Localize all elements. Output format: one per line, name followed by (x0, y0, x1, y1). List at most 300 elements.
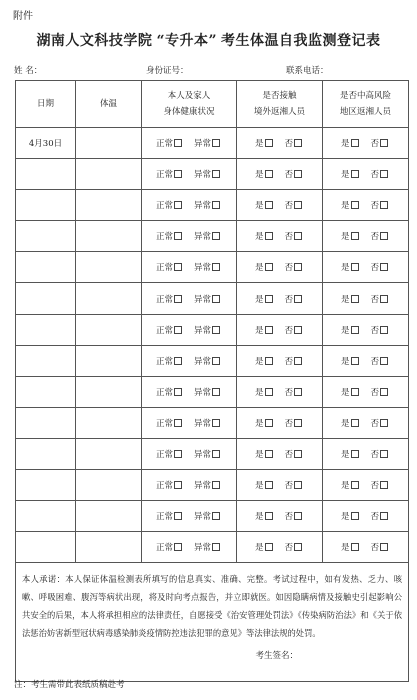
no-checkbox[interactable] (294, 201, 302, 209)
abnormal-checkbox[interactable] (212, 139, 220, 147)
table-row (16, 438, 409, 469)
no-option[interactable] (285, 139, 305, 149)
no-option[interactable] (285, 232, 305, 242)
normal-checkbox[interactable] (174, 388, 182, 396)
yes-checkbox[interactable] (265, 201, 273, 209)
risk-area-cell (323, 190, 409, 221)
date-cell[interactable] (16, 532, 76, 563)
yes-checkbox[interactable] (265, 232, 273, 240)
overseas-contact-cell (237, 159, 323, 190)
pledge-text: 本人承诺：本人保证体温检测表所填写的信息真实、准确、完整。考试过程中，如有发热、乏力、咳嗽、呼吸困难、腹泻等病状出现，将及时向考点报告，并立即就医。如因隐瞒病情及接触史引起影响公共安全的后果，本人将承担相应的法律责任，自愿接受《治安管理处罚法》《传染病防治法》和《关于依法惩治妨害新型冠状病毒感染肺炎疫情防控违法犯罪的意见》等法律法规的处罚。 (22, 574, 402, 639)
temperature-cell[interactable] (76, 407, 142, 438)
yes-label: 是 (254, 512, 264, 523)
yes-checkbox[interactable] (351, 295, 359, 303)
yes-label: 是 (254, 543, 264, 554)
yes-option[interactable] (341, 357, 361, 367)
yes-option[interactable] (255, 295, 275, 305)
temperature-cell[interactable] (76, 221, 142, 252)
no-checkbox[interactable] (294, 263, 302, 271)
yes-checkbox[interactable] (265, 170, 273, 178)
date-cell[interactable] (16, 190, 76, 221)
no-checkbox[interactable] (294, 450, 302, 458)
normal-checkbox[interactable] (174, 450, 182, 458)
yes-checkbox[interactable] (265, 512, 273, 520)
table-header-row (16, 81, 409, 128)
no-checkbox[interactable] (294, 543, 302, 551)
info-line (14, 64, 409, 78)
header-temperature: 体温 (76, 81, 142, 128)
no-label: 否 (370, 232, 380, 243)
abnormal-checkbox[interactable] (212, 232, 220, 240)
temperature-log-table (15, 80, 409, 682)
normal-option[interactable] (156, 326, 184, 336)
no-option[interactable] (371, 263, 391, 273)
header-health (142, 81, 237, 128)
normal-label: 正常 (155, 543, 173, 554)
no-option[interactable] (285, 481, 305, 491)
overseas-contact-cell (237, 314, 323, 345)
date-cell[interactable] (16, 252, 76, 283)
abnormal-option[interactable] (194, 481, 222, 491)
abnormal-checkbox[interactable] (212, 512, 220, 520)
abnormal-option[interactable] (194, 201, 222, 211)
yes-label: 是 (340, 418, 350, 429)
no-checkbox[interactable] (380, 295, 388, 303)
no-option[interactable] (371, 481, 391, 491)
overseas-contact-cell (237, 345, 323, 376)
yes-option[interactable] (255, 326, 275, 336)
normal-label: 正常 (155, 201, 173, 212)
yes-checkbox[interactable] (351, 450, 359, 458)
no-option[interactable] (285, 388, 305, 398)
yes-label: 是 (340, 449, 350, 460)
abnormal-option[interactable] (194, 232, 222, 242)
no-checkbox[interactable] (380, 419, 388, 427)
header-contact-line1: 是否接触 (262, 90, 297, 101)
temperature-cell[interactable] (76, 532, 142, 563)
normal-option[interactable] (156, 295, 184, 305)
normal-checkbox[interactable] (174, 139, 182, 147)
normal-label: 正常 (155, 418, 173, 429)
yes-checkbox[interactable] (351, 201, 359, 209)
abnormal-checkbox[interactable] (212, 295, 220, 303)
no-option[interactable] (371, 543, 391, 553)
yes-label: 是 (254, 294, 264, 305)
yes-checkbox[interactable] (265, 295, 273, 303)
abnormal-option[interactable] (194, 450, 222, 460)
yes-option[interactable] (341, 543, 361, 553)
date-cell[interactable] (16, 438, 76, 469)
normal-option[interactable] (156, 481, 184, 491)
normal-option[interactable] (156, 357, 184, 367)
abnormal-option[interactable] (194, 512, 222, 522)
date-cell[interactable] (16, 501, 76, 532)
temperature-cell[interactable] (76, 283, 142, 314)
name-label: 姓 名： (14, 66, 43, 76)
health-cell (142, 501, 237, 532)
abnormal-checkbox[interactable] (212, 263, 220, 271)
abnormal-checkbox[interactable] (212, 388, 220, 396)
no-label: 否 (370, 512, 380, 523)
normal-label: 正常 (155, 387, 173, 398)
normal-option[interactable] (156, 512, 184, 522)
yes-checkbox[interactable] (265, 357, 273, 365)
risk-area-cell (323, 438, 409, 469)
normal-checkbox[interactable] (174, 326, 182, 334)
table-row (16, 501, 409, 532)
yes-checkbox[interactable] (351, 543, 359, 551)
abnormal-label: 异常 (194, 170, 212, 181)
no-label: 否 (284, 325, 294, 336)
table-row (16, 221, 409, 252)
no-checkbox[interactable] (380, 512, 388, 520)
yes-option[interactable] (255, 543, 275, 553)
risk-area-cell (323, 376, 409, 407)
no-checkbox[interactable] (294, 388, 302, 396)
no-option[interactable] (285, 201, 305, 211)
table-row (16, 252, 409, 283)
title-form: 考生体温自我监测登记表 (221, 33, 381, 49)
yes-checkbox[interactable] (351, 419, 359, 427)
normal-option[interactable] (156, 170, 184, 180)
date-cell[interactable] (16, 128, 76, 159)
yes-option[interactable] (255, 419, 275, 429)
table-row (16, 345, 409, 376)
yes-checkbox[interactable] (265, 543, 273, 551)
abnormal-label: 异常 (194, 201, 212, 212)
normal-label: 正常 (155, 325, 173, 336)
no-option[interactable] (371, 295, 391, 305)
yes-label: 是 (254, 263, 264, 274)
no-checkbox[interactable] (380, 232, 388, 240)
abnormal-checkbox[interactable] (212, 419, 220, 427)
normal-checkbox[interactable] (174, 512, 182, 520)
date-cell[interactable] (16, 221, 76, 252)
abnormal-option[interactable] (194, 543, 222, 553)
abnormal-option[interactable] (194, 388, 222, 398)
normal-label: 正常 (155, 481, 173, 492)
yes-checkbox[interactable] (265, 388, 273, 396)
risk-area-cell (323, 314, 409, 345)
normal-checkbox[interactable] (174, 201, 182, 209)
yes-label: 是 (254, 481, 264, 492)
yes-option[interactable] (341, 263, 361, 273)
abnormal-label: 异常 (194, 418, 212, 429)
yes-option[interactable] (341, 450, 361, 460)
yes-checkbox[interactable] (351, 263, 359, 271)
normal-option[interactable] (156, 419, 184, 429)
normal-option[interactable] (156, 263, 184, 273)
no-checkbox[interactable] (294, 170, 302, 178)
abnormal-checkbox[interactable] (212, 357, 220, 365)
no-label: 否 (370, 263, 380, 274)
no-option[interactable] (371, 512, 391, 522)
temperature-cell[interactable] (76, 470, 142, 501)
abnormal-option[interactable] (194, 170, 222, 180)
yes-option[interactable] (255, 512, 275, 522)
no-checkbox[interactable] (294, 295, 302, 303)
no-label: 否 (284, 481, 294, 492)
date-cell[interactable] (16, 314, 76, 345)
abnormal-label: 异常 (194, 543, 212, 554)
no-checkbox[interactable] (380, 543, 388, 551)
yes-label: 是 (340, 201, 350, 212)
health-cell (142, 407, 237, 438)
health-cell (142, 532, 237, 563)
abnormal-label: 异常 (194, 449, 212, 460)
no-option[interactable] (371, 357, 391, 367)
table-row (16, 376, 409, 407)
health-cell (142, 128, 237, 159)
abnormal-option[interactable] (194, 326, 222, 336)
yes-label: 是 (340, 139, 350, 150)
no-label: 否 (284, 512, 294, 523)
temperature-cell[interactable] (76, 376, 142, 407)
yes-option[interactable] (255, 357, 275, 367)
yes-option[interactable] (341, 326, 361, 336)
yes-option[interactable] (341, 481, 361, 491)
yes-label: 是 (254, 170, 264, 181)
yes-checkbox[interactable] (351, 512, 359, 520)
no-checkbox[interactable] (294, 512, 302, 520)
overseas-contact-cell (237, 128, 323, 159)
abnormal-checkbox[interactable] (212, 170, 220, 178)
table-row (16, 314, 409, 345)
normal-option[interactable] (156, 232, 184, 242)
yes-checkbox[interactable] (265, 481, 273, 489)
no-option[interactable] (371, 326, 391, 336)
no-option[interactable] (285, 512, 305, 522)
table-row (16, 159, 409, 190)
yes-checkbox[interactable] (351, 139, 359, 147)
id-label: 身份证号： (146, 66, 189, 76)
abnormal-checkbox[interactable] (212, 481, 220, 489)
no-checkbox[interactable] (380, 481, 388, 489)
health-cell (142, 438, 237, 469)
yes-checkbox[interactable] (265, 139, 273, 147)
abnormal-option[interactable] (194, 357, 222, 367)
normal-checkbox[interactable] (174, 481, 182, 489)
normal-checkbox[interactable] (174, 295, 182, 303)
header-health-line2: 身体健康状况 (163, 107, 215, 117)
overseas-contact-cell (237, 407, 323, 438)
no-checkbox[interactable] (294, 232, 302, 240)
abnormal-label: 异常 (194, 356, 212, 367)
no-checkbox[interactable] (380, 450, 388, 458)
date-cell[interactable] (16, 407, 76, 438)
no-checkbox[interactable] (380, 388, 388, 396)
yes-option[interactable] (341, 232, 361, 242)
yes-checkbox[interactable] (351, 326, 359, 334)
temperature-cell[interactable] (76, 190, 142, 221)
date-cell[interactable] (16, 470, 76, 501)
no-checkbox[interactable] (294, 326, 302, 334)
table-row (16, 470, 409, 501)
no-option[interactable] (285, 450, 305, 460)
normal-label: 正常 (155, 449, 173, 460)
no-option[interactable] (285, 419, 305, 429)
no-label: 否 (284, 418, 294, 429)
yes-label: 是 (340, 232, 350, 243)
yes-checkbox[interactable] (351, 388, 359, 396)
no-label: 否 (284, 449, 294, 460)
no-option[interactable] (285, 295, 305, 305)
table-row (16, 190, 409, 221)
no-label: 否 (284, 201, 294, 212)
abnormal-checkbox[interactable] (212, 201, 220, 209)
normal-label: 正常 (155, 356, 173, 367)
yes-checkbox[interactable] (351, 170, 359, 178)
no-option[interactable] (285, 263, 305, 273)
table-row (16, 128, 409, 159)
no-checkbox[interactable] (380, 139, 388, 147)
temperature-cell[interactable] (76, 438, 142, 469)
yes-option[interactable] (341, 201, 361, 211)
normal-checkbox[interactable] (174, 232, 182, 240)
temperature-cell[interactable] (76, 252, 142, 283)
yes-option[interactable] (255, 450, 275, 460)
abnormal-checkbox[interactable] (212, 326, 220, 334)
yes-option[interactable] (255, 139, 275, 149)
no-checkbox[interactable] (380, 170, 388, 178)
abnormal-option[interactable] (194, 295, 222, 305)
no-checkbox[interactable] (294, 139, 302, 147)
yes-checkbox[interactable] (351, 357, 359, 365)
yes-option[interactable] (341, 170, 361, 180)
normal-option[interactable] (156, 201, 184, 211)
yes-label: 是 (340, 543, 350, 554)
yes-label: 是 (340, 170, 350, 181)
yes-checkbox[interactable] (265, 450, 273, 458)
normal-checkbox[interactable] (174, 419, 182, 427)
no-option[interactable] (285, 543, 305, 553)
health-cell (142, 221, 237, 252)
normal-option[interactable] (156, 139, 184, 149)
overseas-contact-cell (237, 438, 323, 469)
no-checkbox[interactable] (380, 326, 388, 334)
yes-option[interactable] (255, 263, 275, 273)
date-cell[interactable] (16, 159, 76, 190)
abnormal-checkbox[interactable] (212, 543, 220, 551)
overseas-contact-cell (237, 283, 323, 314)
yes-option[interactable] (255, 232, 275, 242)
normal-label: 正常 (155, 170, 173, 181)
abnormal-option[interactable] (194, 263, 222, 273)
date-cell[interactable] (16, 376, 76, 407)
no-label: 否 (370, 543, 380, 554)
no-option[interactable] (371, 201, 391, 211)
no-checkbox[interactable] (380, 263, 388, 271)
no-checkbox[interactable] (294, 481, 302, 489)
yes-option[interactable] (255, 388, 275, 398)
yes-label: 是 (340, 294, 350, 305)
no-option[interactable] (371, 450, 391, 460)
yes-label: 是 (254, 387, 264, 398)
yes-option[interactable] (255, 481, 275, 491)
no-option[interactable] (371, 388, 391, 398)
normal-label: 正常 (155, 512, 173, 523)
health-cell (142, 190, 237, 221)
no-option[interactable] (285, 357, 305, 367)
temperature-cell[interactable] (76, 501, 142, 532)
no-checkbox[interactable] (294, 419, 302, 427)
risk-area-cell (323, 501, 409, 532)
no-checkbox[interactable] (294, 357, 302, 365)
normal-option[interactable] (156, 543, 184, 553)
risk-area-cell (323, 532, 409, 563)
footer-note: 注：考生需带此表纸质稿赴考 (14, 680, 125, 690)
temperature-cell[interactable] (76, 314, 142, 345)
normal-option[interactable] (156, 388, 184, 398)
yes-checkbox[interactable] (351, 232, 359, 240)
yes-checkbox[interactable] (265, 419, 273, 427)
yes-label: 是 (254, 449, 264, 460)
yes-checkbox[interactable] (351, 481, 359, 489)
overseas-contact-cell (237, 221, 323, 252)
date-cell[interactable] (16, 345, 76, 376)
no-option[interactable] (371, 419, 391, 429)
no-label: 否 (284, 170, 294, 181)
yes-option[interactable] (341, 388, 361, 398)
no-option[interactable] (371, 139, 391, 149)
no-label: 否 (370, 139, 380, 150)
yes-checkbox[interactable] (265, 326, 273, 334)
yes-option[interactable] (255, 170, 275, 180)
no-label: 否 (370, 356, 380, 367)
no-label: 否 (370, 387, 380, 398)
yes-option[interactable] (255, 201, 275, 211)
yes-label: 是 (254, 201, 264, 212)
no-label: 否 (370, 325, 380, 336)
no-checkbox[interactable] (380, 201, 388, 209)
signature-field[interactable] (16, 649, 408, 661)
no-option[interactable] (371, 170, 391, 180)
no-option[interactable] (285, 170, 305, 180)
normal-label: 正常 (155, 263, 173, 274)
yes-label: 是 (340, 356, 350, 367)
yes-label: 是 (340, 481, 350, 492)
abnormal-checkbox[interactable] (212, 450, 220, 458)
yes-option[interactable] (341, 512, 361, 522)
temperature-cell[interactable] (76, 159, 142, 190)
abnormal-option[interactable] (194, 139, 222, 149)
no-label: 否 (370, 481, 380, 492)
date-cell[interactable] (16, 283, 76, 314)
header-risk-area (323, 81, 409, 128)
abnormal-option[interactable] (194, 419, 222, 429)
header-risk-line2: 地区返湘人员 (339, 107, 391, 117)
normal-checkbox[interactable] (174, 543, 182, 551)
yes-option[interactable] (341, 419, 361, 429)
normal-checkbox[interactable] (174, 263, 182, 271)
normal-checkbox[interactable] (174, 170, 182, 178)
normal-option[interactable] (156, 450, 184, 460)
yes-option[interactable] (341, 139, 361, 149)
temperature-cell[interactable] (76, 345, 142, 376)
table-row (16, 283, 409, 314)
yes-option[interactable] (341, 295, 361, 305)
no-label: 否 (284, 263, 294, 274)
header-date: 日期 (16, 81, 76, 128)
abnormal-label: 异常 (194, 232, 212, 243)
no-checkbox[interactable] (380, 357, 388, 365)
normal-checkbox[interactable] (174, 357, 182, 365)
abnormal-label: 异常 (194, 325, 212, 336)
yes-checkbox[interactable] (265, 263, 273, 271)
no-option[interactable] (285, 326, 305, 336)
no-option[interactable] (371, 232, 391, 242)
temperature-cell[interactable] (76, 128, 142, 159)
